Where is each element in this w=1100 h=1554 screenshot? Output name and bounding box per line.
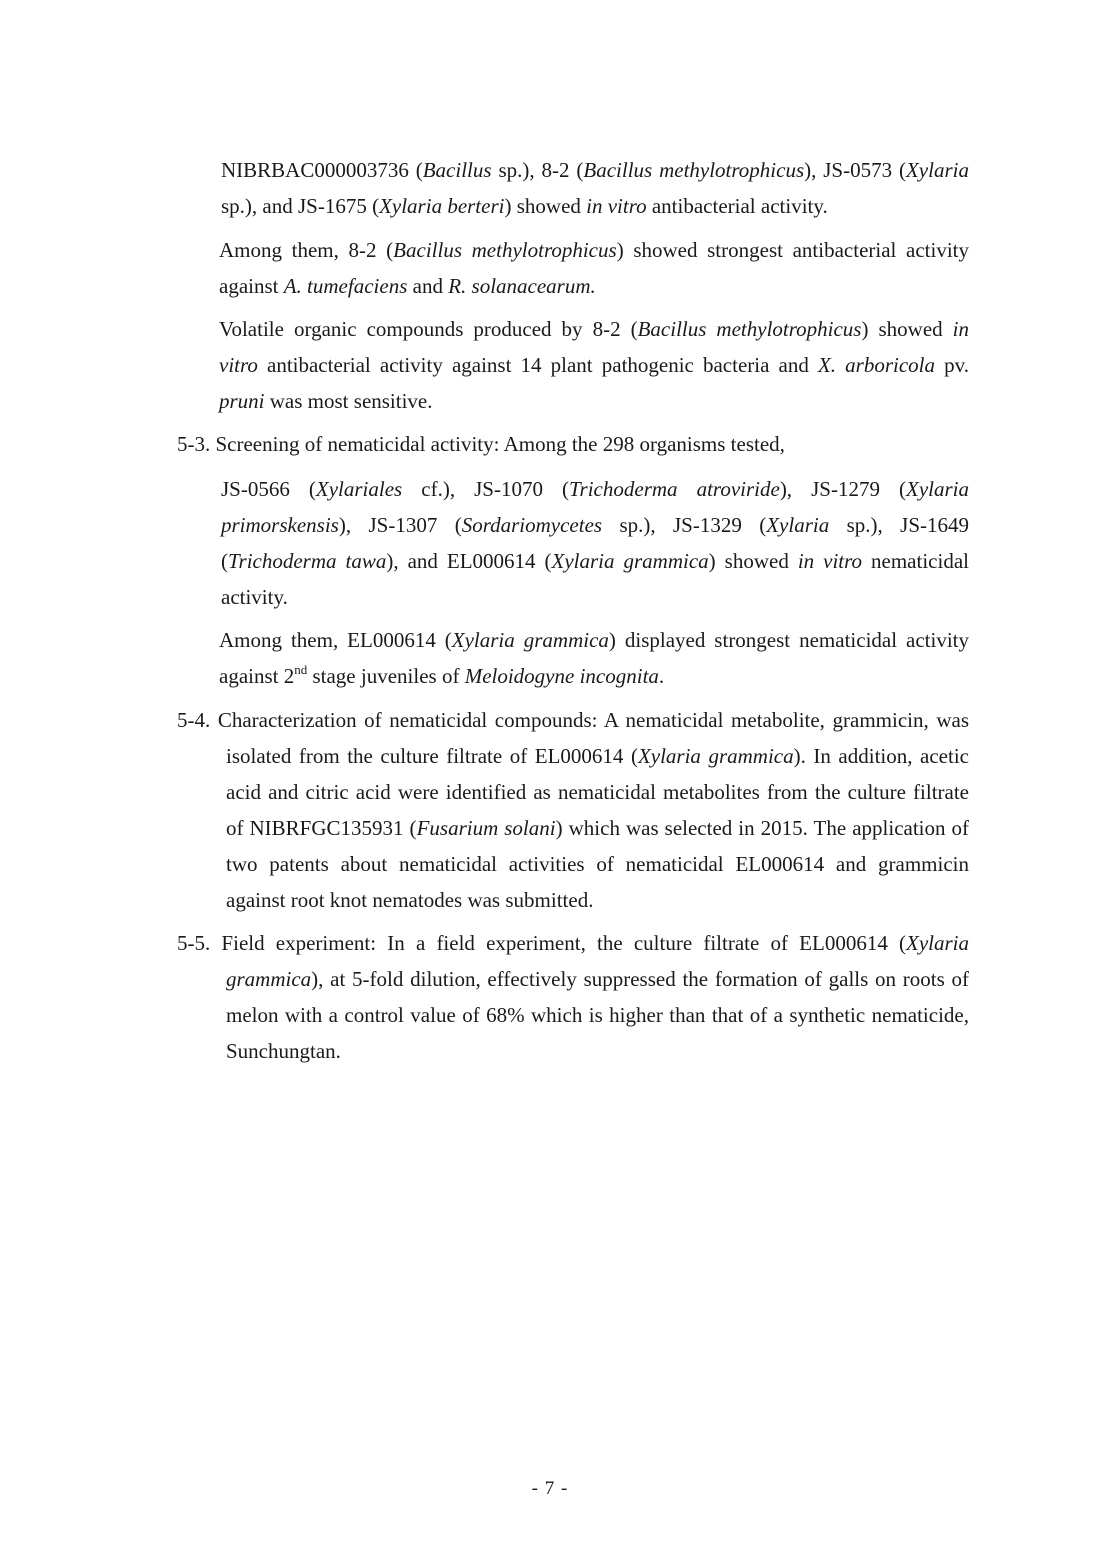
paragraph-antibacterial-strains: NIBRBAC000003736 (Bacillus sp.), 8-2 (Bacillus methylotrophicus), JS-0573 (Xylaria sp.), and JS-1675 (Xylaria berteri) showed in vitro antibacterial activity. [221, 158, 969, 218]
section-5-4-paragraph: 5-4. Characterization of nematicidal compounds: A nematicidal metabolite, grammicin, was isolated from the culture filtrate of EL000614 (Xylaria grammica). In addition, acetic acid and citric acid were identified as nematicidal metabolites from the culture filtrate of NIBRFGC135931 (Fusarium solani) which was selected in 2015. The application of two patents about nematicidal activities of nematicidal EL000614 and grammicin against root knot nematodes was submitted. [177, 708, 970, 912]
paragraph-strongest-nematicidal: Among them, EL000614 (Xylaria grammica) displayed strongest nematicidal activity against 2nd stage juveniles of Meloidogyne incognita. [219, 628, 969, 688]
section-5-3-heading: 5-3. Screening of nematicidal activity: Among the 298 organisms tested, [177, 432, 785, 456]
paragraph-volatile-compounds: Volatile organic compounds produced by 8-2 (Bacillus methylotrophicus) showed in vitro antibacterial activity against 14 plant pathogenic bacteria and X. arboricola pv. pruni was most sensitive. [219, 317, 969, 413]
paragraph-strongest-antibacterial: Among them, 8-2 (Bacillus methylotrophicus) showed strongest antibacterial activity against A. tumefaciens and R. solanacearum. [219, 238, 970, 298]
paragraph-nematicidal-strains: JS-0566 (Xylariales cf.), JS-1070 (Trichoderma atroviride), JS-1279 (Xylaria primorskensis), JS-1307 (Sordariomycetes sp.), JS-1329 (Xylaria sp.), JS-1649 (Trichoderma tawa), and EL000614 (Xylaria grammica) showed in vitro nematicidal activity. [221, 477, 969, 609]
section-5-5-paragraph: 5-5. Field experiment: In a field experiment, the culture filtrate of EL000614 (Xylaria grammica), at 5-fold dilution, effectively suppressed the formation of galls on roots of melon with a control value of 68% which is higher than that of a synthetic nematicide, Sunchungtan. [177, 931, 969, 1063]
page-number: - 7 - [531, 1478, 569, 1499]
